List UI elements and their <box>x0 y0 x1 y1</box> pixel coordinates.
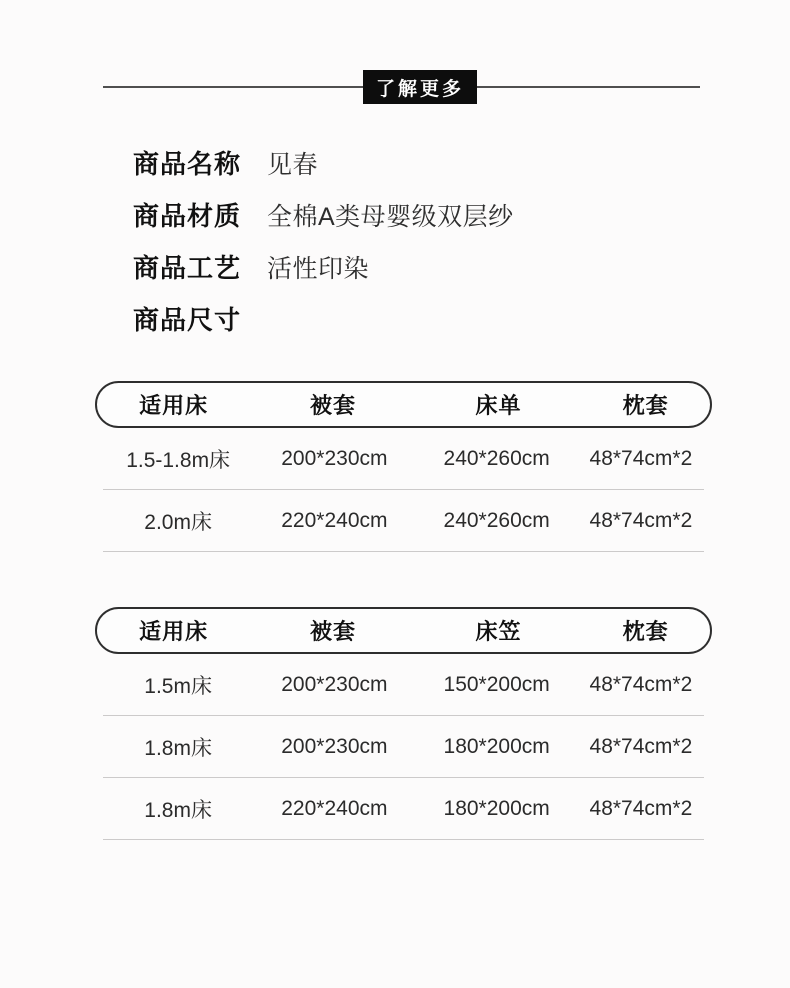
table-cell: 200*230cm <box>281 672 388 696</box>
product-material-label: 商品材质 <box>133 201 242 231</box>
table-cell: 240*260cm <box>443 508 550 532</box>
table-cell: 180*200cm <box>443 734 550 758</box>
table-cell: 48*74cm*2 <box>589 672 693 696</box>
table-row <box>103 428 704 490</box>
table-cell: 200*230cm <box>281 446 388 470</box>
learn-more-badge: 了解更多 <box>363 70 477 104</box>
product-craft-label: 商品工艺 <box>133 253 242 283</box>
divider-line-left <box>103 86 363 88</box>
table-cell: 1.8m床 <box>144 736 212 760</box>
product-material-value: 全棉A类母婴级双层纱 <box>267 203 514 231</box>
table-header-cell: 适用床 <box>139 393 209 418</box>
product-name-label: 商品名称 <box>133 149 242 179</box>
product-name-value: 见春 <box>267 151 319 179</box>
table-cell: 1.5-1.8m床 <box>126 448 231 472</box>
learn-more-divider <box>103 70 700 104</box>
table-cell: 48*74cm*2 <box>589 796 693 820</box>
table-cell: 200*230cm <box>281 734 388 758</box>
table-row <box>103 490 704 552</box>
product-info-section <box>133 144 790 334</box>
table-cell: 1.8m床 <box>144 798 212 822</box>
table-cell: 1.5m床 <box>144 674 212 698</box>
table-cell: 48*74cm*2 <box>589 446 693 470</box>
table-header-cell: 被套 <box>309 393 356 418</box>
table-header-cell: 适用床 <box>139 619 209 644</box>
product-info-row <box>133 196 790 230</box>
product-info-row <box>133 248 790 282</box>
size-table-sheet <box>95 381 712 552</box>
table-row <box>103 654 704 716</box>
size-table-fitted <box>95 607 712 840</box>
table-cell: 2.0m床 <box>144 510 212 534</box>
table-header-pill <box>95 381 712 428</box>
product-craft-value: 活性印染 <box>267 255 370 283</box>
product-info-row <box>133 144 790 178</box>
product-info-row <box>133 300 790 334</box>
table-row <box>103 778 704 840</box>
table-header-cell: 床笠 <box>475 619 522 644</box>
table-header-cell: 被套 <box>309 619 356 644</box>
table-row <box>103 716 704 778</box>
table-cell: 220*240cm <box>281 508 388 532</box>
table-cell: 180*200cm <box>443 796 550 820</box>
table-cell: 220*240cm <box>281 796 388 820</box>
table-cell: 240*260cm <box>443 446 550 470</box>
table-cell: 48*74cm*2 <box>589 508 693 532</box>
table-cell: 48*74cm*2 <box>589 734 693 758</box>
table-header-cell: 枕套 <box>622 619 669 644</box>
product-size-label: 商品尺寸 <box>133 305 242 335</box>
table-header-cell: 床单 <box>475 393 522 418</box>
table-header-pill <box>95 607 712 654</box>
divider-line-right <box>477 86 700 88</box>
table-header-cell: 枕套 <box>622 393 669 418</box>
table-cell: 150*200cm <box>443 672 550 696</box>
